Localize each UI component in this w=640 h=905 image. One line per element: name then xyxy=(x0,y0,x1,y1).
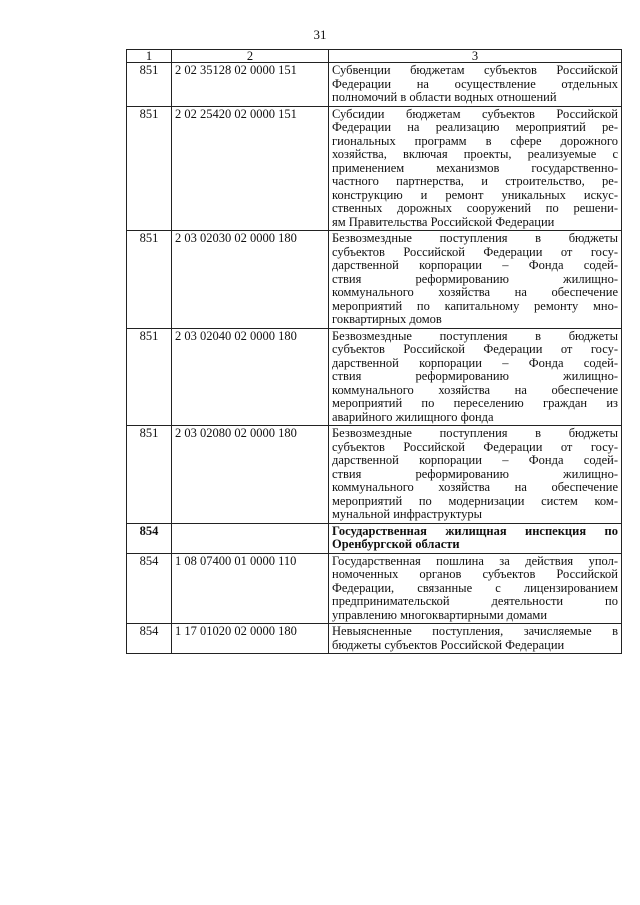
revenue-name-line: полномочий в области водных отношений xyxy=(332,90,557,104)
revenue-name-line: Субвенции бюджетам субъектов Российской xyxy=(332,63,618,77)
revenue-name-cell xyxy=(329,624,622,654)
table-row xyxy=(127,553,622,624)
revenue-name-line: мунальной инфраструктуры xyxy=(332,507,483,521)
revenue-name-line: хозяйства, включая проекты, реализуемые с xyxy=(332,147,618,161)
revenue-name-line: предпринимательской деятельности по xyxy=(332,594,618,608)
revenue-name-cell xyxy=(329,231,622,329)
revenue-name-line: субъектов Российской Федерации от госу- xyxy=(332,244,618,259)
column-header-3: 3 xyxy=(329,50,622,63)
table-row xyxy=(127,523,622,553)
revenue-code-cell: 2 03 02080 02 0000 180 xyxy=(172,426,329,524)
revenue-name-cell xyxy=(329,553,622,624)
revenue-code-cell: 1 17 01020 02 0000 180 xyxy=(172,624,329,654)
revenue-name-line: Безвозмездные поступления в бюджеты xyxy=(332,426,618,440)
table-row xyxy=(127,426,622,524)
revenue-classification-table xyxy=(126,49,622,654)
revenue-code-cell: 2 03 02030 02 0000 180 xyxy=(172,231,329,329)
revenue-name-line: субъектов Российской Федерации от госу- xyxy=(332,439,618,454)
revenue-name-line: субъектов Российской Федерации от госу- xyxy=(332,342,618,356)
column-header-2: 2 xyxy=(172,50,329,63)
revenue-name-line: дарственной корпорации – Фонда содей- xyxy=(332,453,618,467)
revenue-name-line: Федерации на осуществление отдельных xyxy=(332,76,618,91)
revenue-name-line: Субсидии бюджетам субъектов Российской xyxy=(332,106,618,121)
revenue-name-line: Безвозмездные поступления в бюджеты xyxy=(332,328,618,343)
column-header-1: 1 xyxy=(127,50,172,63)
table-row xyxy=(127,231,622,329)
revenue-code-cell: 2 03 02040 02 0000 180 xyxy=(172,328,329,426)
revenue-name-line: частного партнерства, и строительство, ре- xyxy=(332,174,618,188)
revenue-name-line: Оренбургской области xyxy=(332,537,460,551)
table-row xyxy=(127,624,622,654)
revenue-name-line: Государственная пошлина за действия упол- xyxy=(332,553,618,568)
revenue-name-line: ям Правительства Российской Федерации xyxy=(332,214,555,229)
admin-code-cell: 854 xyxy=(127,624,172,654)
admin-code-cell: 854 xyxy=(127,523,172,553)
revenue-name-line: ствия реформированию жилищно- xyxy=(332,369,618,383)
revenue-name-line: номоченных органов субъектов Российской xyxy=(332,567,618,581)
revenue-name-line: бюджеты субъектов Российской Федерации xyxy=(332,637,565,652)
table-row xyxy=(127,106,622,231)
admin-code-cell: 851 xyxy=(127,106,172,231)
revenue-name-line: Государственная жилищная инспекция по xyxy=(332,523,618,538)
revenue-code-cell: 1 08 07400 01 0000 110 xyxy=(172,553,329,624)
admin-code-cell: 851 xyxy=(127,328,172,426)
revenue-name-line: аварийного жилищного фонда xyxy=(332,409,494,424)
revenue-name-line: Федерации на реализацию мероприятий ре- xyxy=(332,120,618,134)
revenue-name-line: мероприятий по модернизации систем ком- xyxy=(332,493,618,508)
revenue-name-line: коммунального хозяйства на обеспечение xyxy=(332,285,618,299)
revenue-name-cell xyxy=(329,426,622,524)
page-number: 31 xyxy=(313,27,327,42)
revenue-code-cell: 2 02 35128 02 0000 151 xyxy=(172,63,329,107)
admin-code-cell: 854 xyxy=(127,553,172,624)
revenue-name-line: гоквартирных домов xyxy=(332,312,442,326)
revenue-code-cell: 2 02 25420 02 0000 151 xyxy=(172,106,329,231)
revenue-name-line: управлению многоквартирными домами xyxy=(332,607,548,622)
revenue-name-line: Федерации, связанные с лицензированием xyxy=(332,580,618,595)
revenue-name-line: коммунального хозяйства на обеспечение xyxy=(332,382,618,397)
revenue-name-line: Невыясненные поступления, зачисляемые в xyxy=(332,624,618,638)
revenue-name-line: гиональных программ в сфере дорожного xyxy=(332,133,618,148)
revenue-name-line: применением механизмов государственно- xyxy=(332,160,618,175)
revenue-name-cell xyxy=(329,523,622,553)
admin-code-cell: 851 xyxy=(127,426,172,524)
admin-code-cell: 851 xyxy=(127,63,172,107)
revenue-name-line: Безвозмездные поступления в бюджеты xyxy=(332,231,618,245)
revenue-name-cell xyxy=(329,106,622,231)
admin-code-cell: 851 xyxy=(127,231,172,329)
revenue-name-cell xyxy=(329,63,622,107)
table-row xyxy=(127,328,622,426)
revenue-name-line: коммунального хозяйства на обеспечение xyxy=(332,480,618,494)
revenue-name-line: дарственной корпорации – Фонда содей- xyxy=(332,258,618,272)
table-header-row xyxy=(127,50,622,63)
revenue-name-line: ствия реформированию жилищно- xyxy=(332,466,618,481)
revenue-name-line: мероприятий по переселению граждан из xyxy=(332,396,618,410)
revenue-name-line: ственных дорожных сооружений по решени- xyxy=(332,201,618,215)
revenue-name-line: ствия реформированию жилищно- xyxy=(332,271,618,286)
revenue-name-line: мероприятий по капитальному ремонту мно- xyxy=(332,298,618,313)
revenue-name-line: дарственной корпорации – Фонда содей- xyxy=(332,355,618,370)
table-row xyxy=(127,63,622,107)
revenue-code-cell xyxy=(172,523,329,553)
revenue-name-cell xyxy=(329,328,622,426)
revenue-name-line: конструкцию и ремонт уникальных искус- xyxy=(332,187,618,202)
